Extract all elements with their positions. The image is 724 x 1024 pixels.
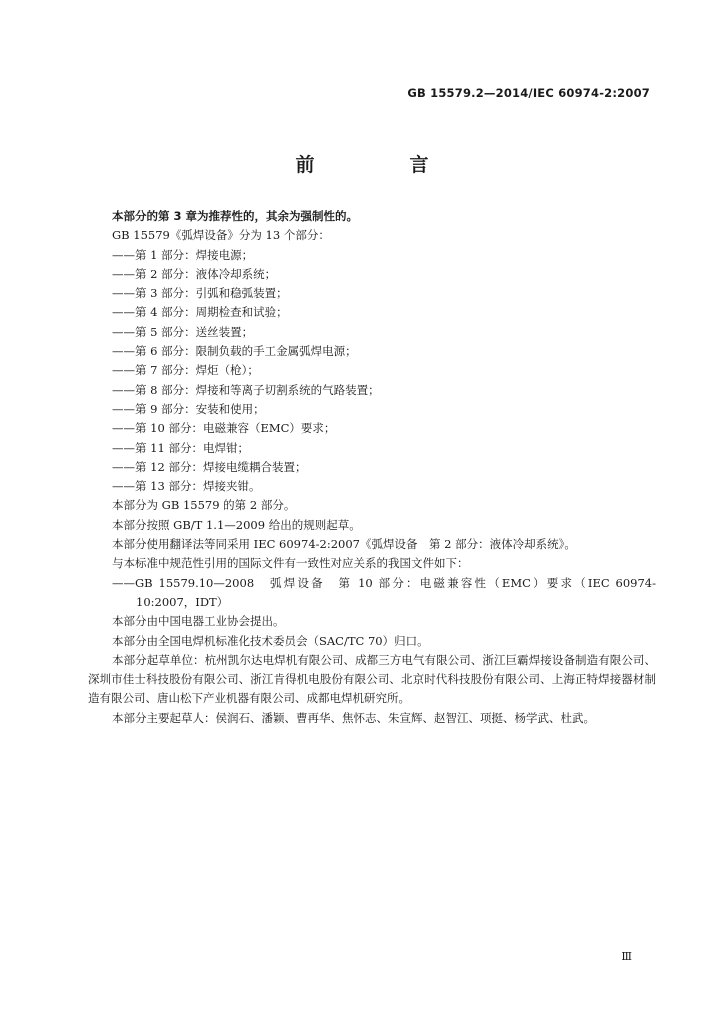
list-item: ——第 3 部分：引弧和稳弧装置； [112, 286, 288, 301]
list-item: ——第 8 部分：焊接和等离子切割系统的气路装置； [112, 382, 380, 397]
mandatory-note: 本部分的第 3 章为推荐性的，其余为强制性的。 [112, 209, 359, 223]
list-item: ——第 11 部分：电焊钳； [112, 440, 249, 455]
list-item: ——第 2 部分：液体冷却系统； [112, 266, 277, 281]
page-number: Ⅲ [621, 950, 632, 963]
list-item: ——第 13 部分：焊接夹钳。 [112, 479, 261, 494]
centralized-by-paragraph: 本部分由全国电焊机标准化技术委员会（SAC/TC 70）归口。 [112, 633, 429, 648]
list-item: ——第 1 部分：焊接电源； [112, 247, 254, 262]
reference-item: ——GB 15579.10—2008 弧焊设备 第 10 部分：电磁兼容性（EMC）要求（IEC 60974-10:2007，IDT） [112, 575, 656, 609]
translation-paragraph: 本部分使用翻译法等同采用 IEC 60974-2:2007《弧焊设备 第 2 部分：液体冷却系统》。 [112, 537, 576, 552]
list-item: ——第 4 部分：周期检查和试验； [112, 305, 288, 320]
drafting-units-paragraph: 本部分起草单位：杭州凯尔达电焊机有限公司、成都三方电气有限公司、浙江巨霸焊接设备制造有限公司、深圳市佳士科技股份有限公司、浙江肯得机电股份有限公司、北京时代科技股份有限公司、上海正特焊接器材制造有限公司、唐山松下产业机器有限公司、成都电焊机研究所。 [88, 652, 656, 706]
correspondence-paragraph: 与本标准中规范性引用的国际文件有一致性对应关系的我国文件如下： [112, 556, 469, 571]
part-of-paragraph: 本部分为 GB 15579 的第 2 部分。 [112, 498, 296, 513]
list-item: ——第 9 部分：安装和使用； [112, 401, 265, 416]
drafting-rules-paragraph: 本部分按照 GB/T 1.1—2009 给出的规则起草。 [112, 517, 361, 532]
foreword-body [88, 207, 656, 728]
page-title: 前 言 [295, 154, 467, 176]
list-item: ——第 12 部分：焊接电缆耦合装置； [112, 459, 307, 474]
list-item: ——第 10 部分：电磁兼容（EMC）要求； [112, 421, 336, 436]
list-item: ——第 5 部分：送丝装置； [112, 324, 254, 339]
drafters-paragraph: 本部分主要起草人：侯润石、潘颖、曹再华、焦怀志、朱宣辉、赵智江、项挺、杨学武、杜武。 [112, 710, 595, 725]
list-item: ——第 7 部分：焊炬（枪）； [112, 363, 259, 378]
proposed-by-paragraph: 本部分由中国电器工业协会提出。 [112, 614, 285, 629]
list-item: ——第 6 部分：限制负载的手工金属弧焊电源； [112, 344, 357, 359]
standard-code: GB 15579.2—2014/IEC 60974-2:2007 [407, 86, 650, 100]
parts-intro: GB 15579《弧焊设备》分为 13 个部分： [112, 228, 330, 243]
